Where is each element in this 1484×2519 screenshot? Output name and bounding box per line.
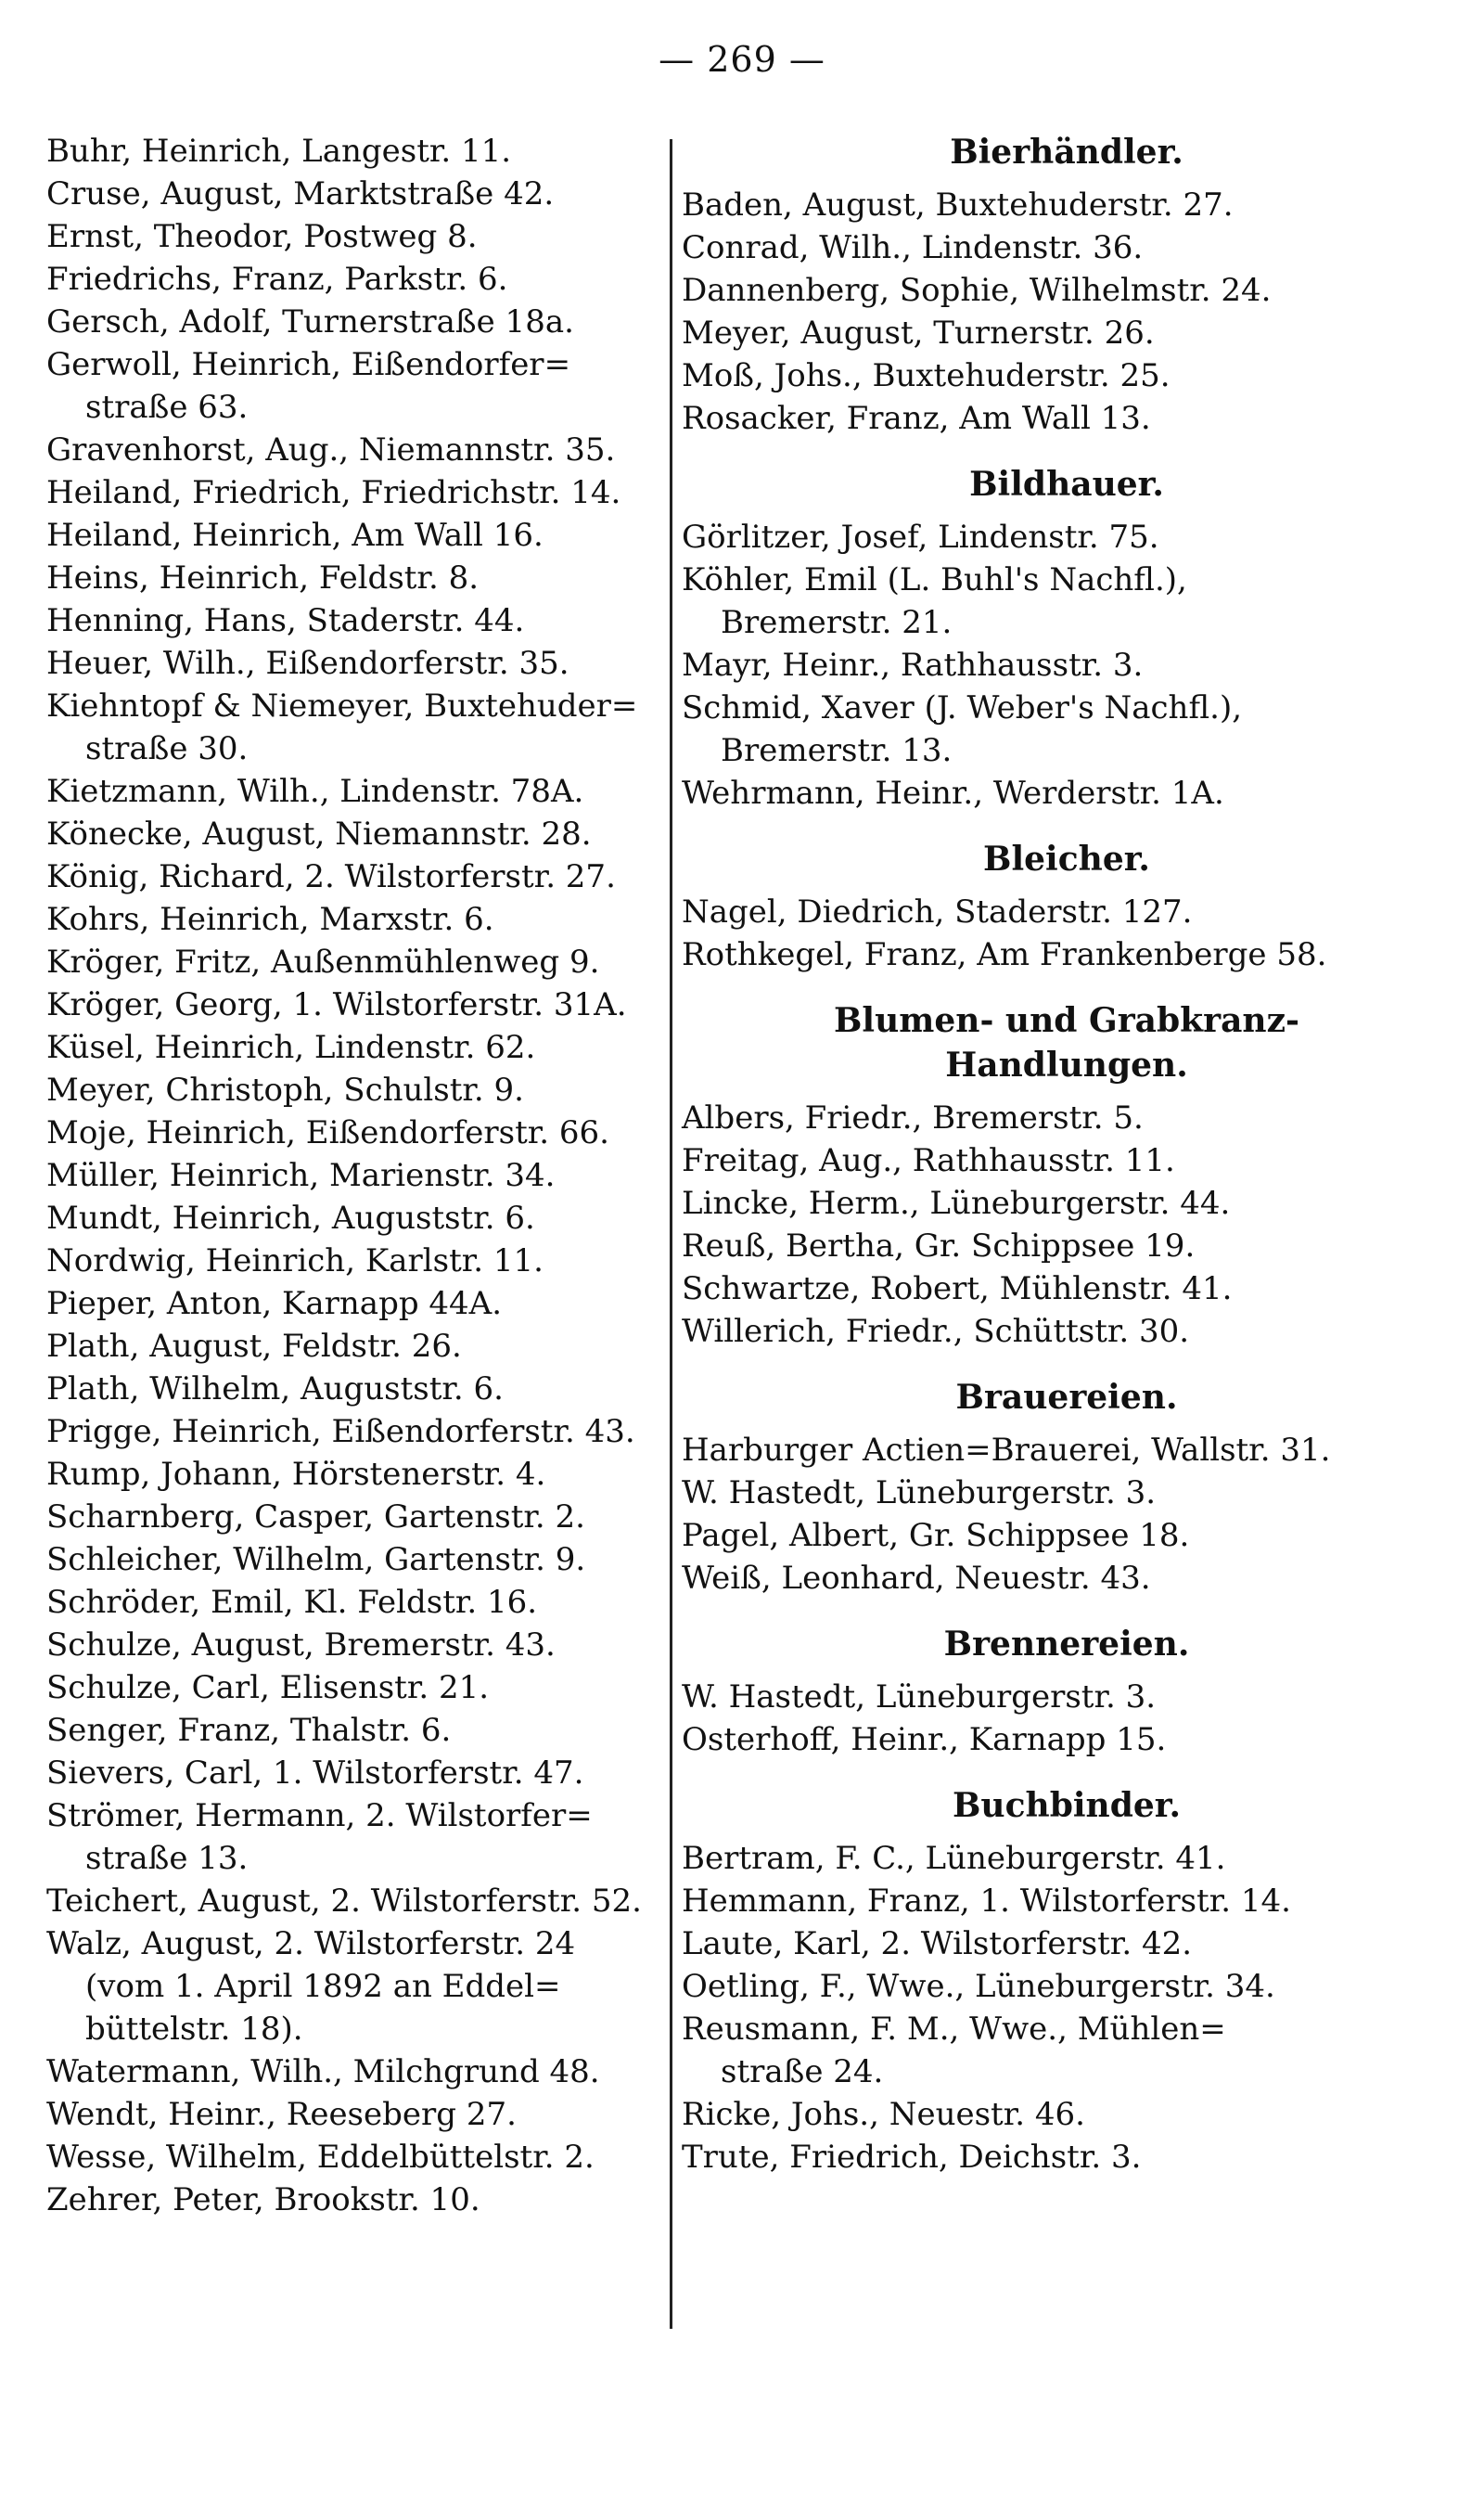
directory-entry: Hemmann, Franz, 1. Wilstorferstr. 14.	[682, 1883, 1291, 1920]
directory-entry: Kröger, Georg, 1. Wilstorferstr. 31A.	[46, 986, 627, 1023]
directory-entry: Meyer, Christoph, Schulstr. 9.	[46, 1072, 524, 1109]
directory-entry: Schmid, Xaver (J. Weber's Nachfl.),	[682, 689, 1243, 726]
directory-entry: Albers, Friedr., Bremerstr. 5.	[682, 1099, 1144, 1137]
directory-entry: Rothkegel, Franz, Am Frankenberge 58.	[682, 936, 1327, 973]
directory-entry: Reusmann, F. M., Wwe., Mühlen=	[682, 2011, 1226, 2048]
directory-entry: Kohrs, Heinrich, Marxstr. 6.	[46, 901, 494, 938]
directory-entry-continuation: straße 63.	[85, 389, 249, 426]
directory-entry: Kiehntopf & Niemeyer, Buxtehuder=	[46, 688, 638, 725]
directory-entry: Heiland, Heinrich, Am Wall 16.	[46, 517, 544, 554]
directory-entry-continuation: Bremerstr. 13.	[721, 732, 953, 769]
section-heading-text-line2: Handlungen.	[945, 1046, 1188, 1085]
directory-entry: Walz, August, 2. Wilstorferstr. 24	[46, 1925, 576, 1962]
directory-entry: Zehrer, Peter, Brookstr. 10.	[46, 2181, 480, 2218]
directory-entry: Conrad, Wilh., Lindenstr. 36.	[682, 229, 1144, 266]
directory-entry: Köhler, Emil (L. Buhl's Nachfl.),	[682, 561, 1187, 598]
directory-entry: Baden, August, Buxtehuderstr. 27.	[682, 186, 1234, 224]
section-heading	[682, 1783, 1452, 1828]
directory-entry: Gersch, Adolf, Turnerstraße 18a.	[46, 303, 574, 341]
directory-entry: Watermann, Wilh., Milchgrund 48.	[46, 2053, 600, 2090]
directory-entry: Ricke, Johs., Neuestr. 46.	[682, 2096, 1085, 2133]
directory-entry: Rosacker, Franz, Am Wall 13.	[682, 400, 1151, 437]
column-divider	[670, 139, 672, 2329]
directory-entry-continuation: straße 30.	[85, 730, 249, 767]
directory-entry: Wesse, Wilhelm, Eddelbüttelstr. 2.	[46, 2139, 595, 2176]
section-heading	[682, 1622, 1452, 1666]
directory-entry: Nagel, Diedrich, Staderstr. 127.	[682, 893, 1193, 931]
left-column	[46, 130, 686, 2221]
directory-entry: W. Hastedt, Lüneburgerstr. 3.	[682, 1678, 1157, 1716]
directory-entry: Heuer, Wilh., Eißendorferstr. 35.	[46, 645, 569, 682]
directory-entry: Meyer, August, Turnerstr. 26.	[682, 315, 1155, 352]
directory-entry: Mayr, Heinr., Rathhausstr. 3.	[682, 647, 1144, 684]
directory-entry: Buhr, Heinrich, Langestr. 11.	[46, 133, 512, 170]
section-heading	[682, 462, 1452, 507]
directory-entry: Laute, Karl, 2. Wilstorferstr. 42.	[682, 1925, 1193, 1962]
directory-entry-continuation: straße 24.	[721, 2053, 884, 2090]
section-heading	[682, 998, 1452, 1087]
section-heading	[682, 130, 1452, 174]
section-heading-text: Bildhauer.	[969, 465, 1164, 504]
directory-entry: Nordwig, Heinrich, Karlstr. 11.	[46, 1242, 544, 1279]
directory-entry: Mundt, Heinrich, Auguststr. 6.	[46, 1200, 535, 1237]
section-heading-text: Bleicher.	[983, 840, 1150, 879]
directory-entry: Rump, Johann, Hörstenerstr. 4.	[46, 1456, 546, 1493]
directory-entry: Schulze, Carl, Elisenstr. 21.	[46, 1669, 490, 1706]
section-heading-text: Bierhändler.	[950, 133, 1183, 172]
directory-entry: Könecke, August, Niemannstr. 28.	[46, 816, 592, 853]
directory-entry: Moje, Heinrich, Eißendorferstr. 66.	[46, 1114, 609, 1151]
directory-entry: Kietzmann, Wilh., Lindenstr. 78A.	[46, 773, 584, 810]
directory-entry-continuation: Bremerstr. 21.	[721, 604, 953, 641]
directory-entry: Heiland, Friedrich, Friedrichstr. 14.	[46, 474, 621, 511]
directory-entry: Reuß, Bertha, Gr. Schippsee 19.	[682, 1227, 1196, 1265]
section-heading	[682, 837, 1452, 881]
directory-entry: Senger, Franz, Thalstr. 6.	[46, 1712, 452, 1749]
directory-entry: Pieper, Anton, Karnapp 44A.	[46, 1285, 503, 1322]
directory-entry: Willerich, Friedr., Schüttstr. 30.	[682, 1313, 1190, 1350]
directory-entry: Schulze, August, Bremerstr. 43.	[46, 1626, 556, 1664]
directory-entry: Müller, Heinrich, Marienstr. 34.	[46, 1157, 556, 1194]
directory-entry: Dannenberg, Sophie, Wilhelmstr. 24.	[682, 272, 1272, 309]
directory-entry: Friedrichs, Franz, Parkstr. 6.	[46, 261, 508, 298]
directory-entry: Küsel, Heinrich, Lindenstr. 62.	[46, 1029, 536, 1066]
directory-entry: Sievers, Carl, 1. Wilstorferstr. 47.	[46, 1754, 584, 1792]
directory-entry: Cruse, August, Marktstraße 42.	[46, 175, 555, 212]
directory-entry: Plath, August, Feldstr. 26.	[46, 1328, 462, 1365]
directory-entry-continuation: (vom 1. April 1892 an Eddel=	[85, 1968, 561, 2005]
directory-entry: Schröder, Emil, Kl. Feldstr. 16.	[46, 1584, 538, 1621]
directory-entry: Kröger, Fritz, Außenmühlenweg 9.	[46, 944, 600, 981]
directory-entry: Weiß, Leonhard, Neuestr. 43.	[682, 1560, 1151, 1597]
directory-entry: Plath, Wilhelm, Auguststr. 6.	[46, 1370, 504, 1407]
directory-entry-continuation: büttelstr. 18).	[85, 2011, 303, 2048]
directory-entry: Strömer, Hermann, 2. Wilstorfer=	[46, 1797, 593, 1834]
section-heading-text: Brennereien.	[943, 1625, 1190, 1664]
directory-entry: König, Richard, 2. Wilstorferstr. 27.	[46, 858, 616, 895]
directory-entry: Moß, Johs., Buxtehuderstr. 25.	[682, 357, 1171, 394]
page-number: — 269 —	[659, 39, 825, 80]
directory-entry: Teichert, August, 2. Wilstorferstr. 52.	[46, 1883, 642, 1920]
directory-entry: Görlitzer, Josef, Lindenstr. 75.	[682, 519, 1159, 556]
directory-entry: W. Hastedt, Lüneburgerstr. 3.	[682, 1474, 1157, 1511]
directory-entry: Schleicher, Wilhelm, Gartenstr. 9.	[46, 1541, 586, 1578]
directory-entry: Pagel, Albert, Gr. Schippsee 18.	[682, 1517, 1190, 1554]
directory-entry: Trute, Friedrich, Deichstr. 3.	[682, 2139, 1142, 2176]
right-column	[682, 130, 1452, 2178]
section-heading-text: Brauereien.	[955, 1378, 1178, 1417]
directory-entry: Prigge, Heinrich, Eißendorferstr. 43.	[46, 1413, 635, 1450]
directory-entry: Osterhoff, Heinr., Karnapp 15.	[682, 1721, 1167, 1758]
directory-entry: Heins, Heinrich, Feldstr. 8.	[46, 559, 480, 597]
section-heading-text: Buchbinder.	[953, 1786, 1181, 1825]
directory-entry: Oetling, F., Wwe., Lüneburgerstr. 34.	[682, 1968, 1275, 2005]
directory-entry: Schwartze, Robert, Mühlenstr. 41.	[682, 1270, 1233, 1307]
section-heading	[682, 1375, 1452, 1420]
directory-entry: Gerwoll, Heinrich, Eißendorfer=	[46, 346, 571, 383]
directory-entry: Henning, Hans, Staderstr. 44.	[46, 602, 525, 639]
directory-entry: Wendt, Heinr., Reeseberg 27.	[46, 2096, 517, 2133]
directory-entry: Harburger Actien=Brauerei, Wallstr. 31.	[682, 1432, 1331, 1469]
directory-entry: Scharnberg, Casper, Gartenstr. 2.	[46, 1498, 585, 1536]
directory-entry-continuation: straße 13.	[85, 1840, 249, 1877]
directory-entry: Ernst, Theodor, Postweg 8.	[46, 218, 478, 255]
directory-entry: Wehrmann, Heinr., Werderstr. 1A.	[682, 775, 1224, 812]
directory-entry: Lincke, Herm., Lüneburgerstr. 44.	[682, 1185, 1231, 1222]
section-heading-text: Blumen- und Grabkranz-	[834, 1001, 1299, 1040]
directory-entry: Bertram, F. C., Lüneburgerstr. 41.	[682, 1840, 1226, 1877]
directory-entry: Freitag, Aug., Rathhausstr. 11.	[682, 1142, 1175, 1179]
directory-entry: Gravenhorst, Aug., Niemannstr. 35.	[46, 431, 616, 469]
